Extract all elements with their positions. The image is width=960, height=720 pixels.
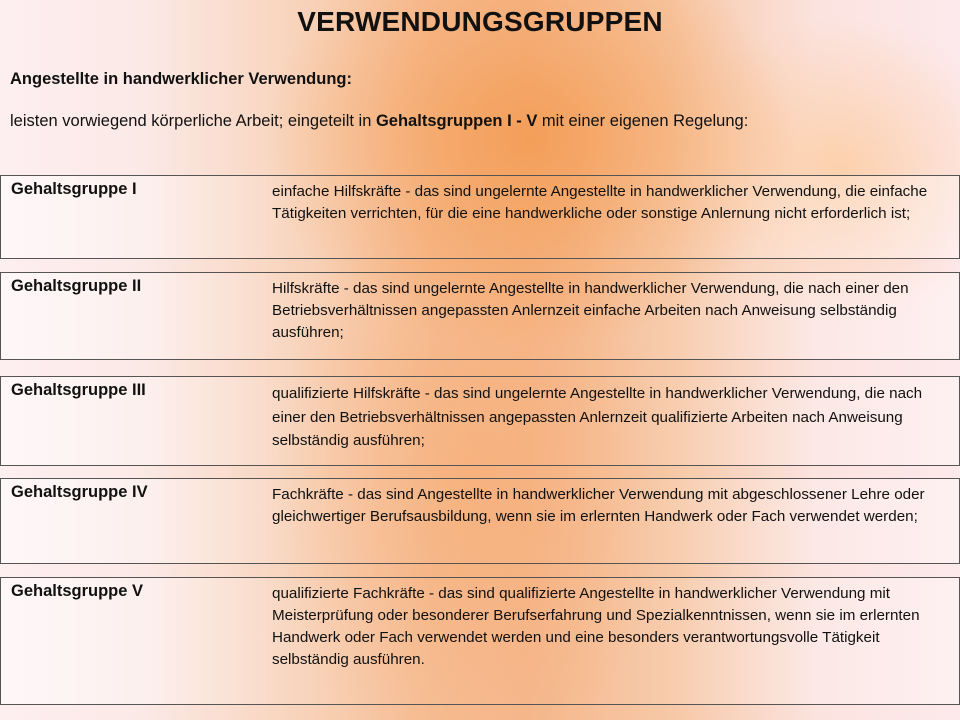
group-box-2: [0, 272, 960, 360]
group-label: Gehaltsgruppe IV: [11, 483, 148, 501]
group-box-5: [0, 577, 960, 705]
group-box-1: [0, 175, 960, 259]
group-description: qualifizierte Hilfskräfte - das sind ungelernte Angestellte in handwerklicher Verwendung, die nach einer den Betriebsverhältnissen angepassten Anlernzeit qualifizierte Arbeiten nach Anweisung selbständig ausführen;: [272, 385, 923, 449]
group-label: Gehaltsgruppe III: [11, 381, 146, 399]
group-label: Gehaltsgruppe I: [11, 180, 137, 198]
group-description: qualifizierte Fachkräfte - das sind qualifizierte Angestellte in handwerklicher Verwendung mit Meisterprüfung oder besonderer Berufserfahrung und Spezialkenntnissen, wenn sie im erlernten Handwerk oder Fach verwendet werden und eine besonders verantwortungsvolle Tätigkeit selbständig ausführen.: [272, 585, 920, 668]
intro-text-before: leisten vorwiegend körperliche Arbeit; eingeteilt in: [10, 112, 376, 130]
intro-paragraph: [10, 109, 910, 134]
subheading: Angestellte in handwerklicher Verwendung:: [10, 70, 352, 88]
group-label: Gehaltsgruppe II: [11, 277, 142, 295]
intro-bold-text: Gehaltsgruppen I - V: [375, 112, 538, 130]
group-label: Gehaltsgruppe V: [11, 582, 144, 600]
group-box-4: [0, 478, 960, 564]
group-description: Fachkräfte - das sind Angestellte in handwerklicher Verwendung mit abgeschlossener Lehre oder gleichwertiger Berufsausbildung, wenn sie im erlernten Handwerk oder Fach verwendet werden;: [272, 486, 925, 525]
group-description: Hilfskräfte - das sind ungelernte Angestellte in handwerklicher Verwendung, die nach einer den Betriebsverhältnissen angepassten Anlernzeit einfache Arbeiten nach Anweisung selbständig ausführen;: [272, 280, 909, 341]
intro-text-after: mit einer eigenen Regelung:: [537, 112, 749, 130]
group-description: einfache Hilfskräfte - das sind ungelernte Angestellte in handwerklicher Verwendung, die einfache Tätigkeiten verrichten, für die eine handwerkliche oder sonstige Anlernung nicht erforderlich ist;: [272, 183, 928, 222]
page-title: VERWENDUNGSGRUPPEN: [297, 6, 663, 37]
group-box-3: [0, 376, 960, 466]
